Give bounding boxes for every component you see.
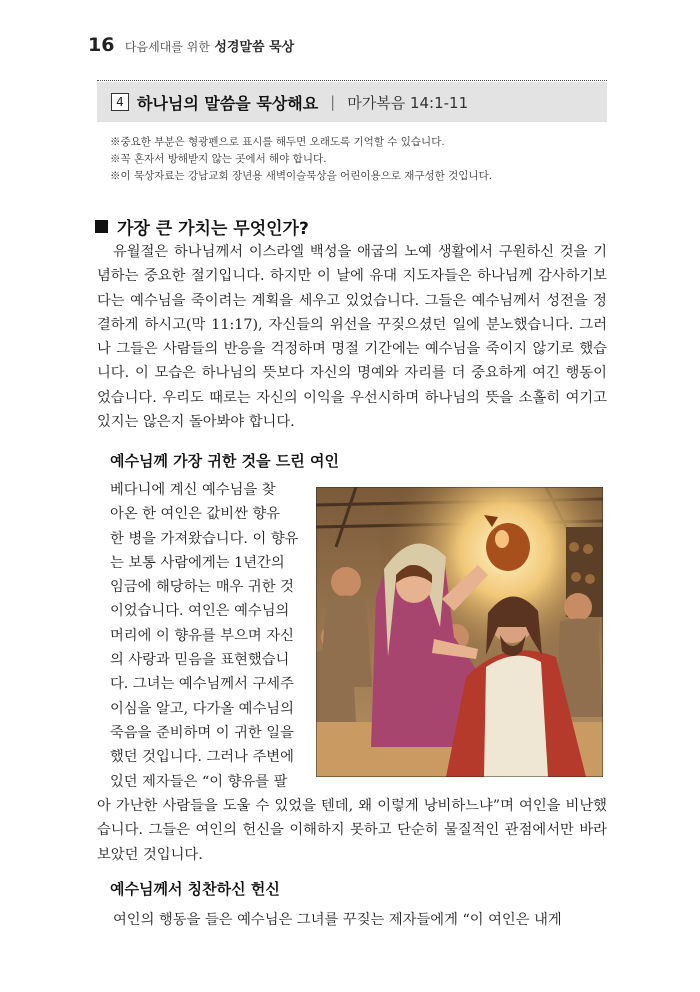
section-heading-text: 가장 큰 가치는 무엇인가? bbox=[117, 219, 309, 239]
book-subtitle: 다음세대를 위한 bbox=[124, 40, 210, 54]
text-line: 이었습니다. 여인은 예수님의 bbox=[110, 603, 290, 620]
page-number: 16 bbox=[88, 34, 115, 56]
note-line: ※중요한 부분은 형광펜으로 표시를 해두면 오래도록 기억할 수 있습니다. bbox=[110, 136, 445, 148]
subheading-2: 예수님께서 칭찬하신 헌신 bbox=[110, 880, 280, 898]
paragraph-1: 유월절은 하나님께서 이스라엘 백성을 애굽의 노예 생활에서 구원하신 것을 기념하는 중요한 절기입니다. 하지만 이 날에 유대 지도자들은 하나님께 감사하기보다는 예수님을 죽이려는 계획을 세우고 있었습니다. 그들은 예수님께서 성전을 정결하게 하시고(막 11:17), 자신들의 위선을 꾸짖으셨던 일에 분노했습니다. 그러나 그들은 사람들의 반응을 걱정하며 명절 기간에는 예수님을 죽이지 않기로 했습니다. 이 모습은 하나님의 뜻보다 자신의 명예와 자리를 더 중요하게 여긴 행동이었습니다. 우리도 때로는 자신의 이익을 우선시하며 하나님의 뜻을 소홀히 여기고 있지는 않은지 돌아봐야 합니다. bbox=[97, 244, 607, 431]
subheading-1: 예수님께 가장 귀한 것을 드린 여인 bbox=[110, 452, 339, 470]
scripture-reference: 마가복음 14:1-11 bbox=[347, 93, 469, 112]
note-line: ※이 묵상자료는 강남교회 장년용 새벽이슬묵상을 어린이용으로 재구성한 것입니다. bbox=[110, 170, 493, 182]
lesson-banner bbox=[97, 82, 607, 122]
lesson-title: 하나님의 말씀을 묵상해요 bbox=[137, 93, 319, 113]
text-line: 의 사랑과 믿음을 표현했습니 bbox=[110, 652, 290, 669]
note-line: ※꼭 혼자서 방해받지 않는 곳에서 해야 합니다. bbox=[110, 153, 327, 165]
book-title: 성경말씀 묵상 bbox=[214, 40, 295, 55]
dotted-divider bbox=[97, 80, 607, 81]
text-line: 임금에 해당하는 매우 귀한 것 bbox=[110, 579, 294, 596]
illustration-woman-anointing-jesus bbox=[316, 487, 603, 777]
text-line: 머리에 이 향유를 부으며 자신 bbox=[110, 627, 294, 644]
paragraph-3: 여인의 행동을 들은 예수님은 그녀를 꾸짖는 제자들에게 “이 여인은 내게 bbox=[113, 912, 562, 928]
section-heading bbox=[95, 214, 309, 239]
text-line: 있던 제자들은 “이 향유를 팔 bbox=[110, 773, 288, 790]
square-bullet-icon bbox=[95, 220, 108, 233]
text-line: 했던 것입니다. 그러나 주변에 bbox=[110, 749, 294, 766]
paragraph-2-wrap-column bbox=[110, 478, 306, 794]
banner-separator: | bbox=[330, 93, 336, 111]
text-line: 죽음을 준비하며 이 귀한 일을 bbox=[110, 724, 294, 741]
notes-block bbox=[110, 134, 492, 185]
text-line: 이심을 알고, 다가올 예수님의 bbox=[110, 700, 294, 717]
text-line: 베다니에 계신 예수님을 찾 bbox=[110, 482, 276, 498]
paragraph-2-continued: 아 가난한 사람들을 도울 수 있었을 텐데, 왜 이렇게 낭비하느냐”며 여인을 비난했습니다. 그들은 여인의 헌신을 이해하지 못하고 단순히 물질적인 관점에서만 바라보았던 것입니다. bbox=[97, 798, 607, 863]
text-line: 아온 한 여인은 값비싼 향유 bbox=[110, 506, 281, 523]
text-line: 다. 그녀는 예수님께서 구세주 bbox=[110, 676, 294, 693]
text-line: 한 병을 가져왔습니다. 이 향유 bbox=[110, 530, 299, 547]
text-line: 는 보통 사람에게는 1년간의 bbox=[110, 554, 285, 571]
running-header bbox=[88, 34, 294, 56]
lesson-number-box: 4 bbox=[111, 93, 129, 111]
